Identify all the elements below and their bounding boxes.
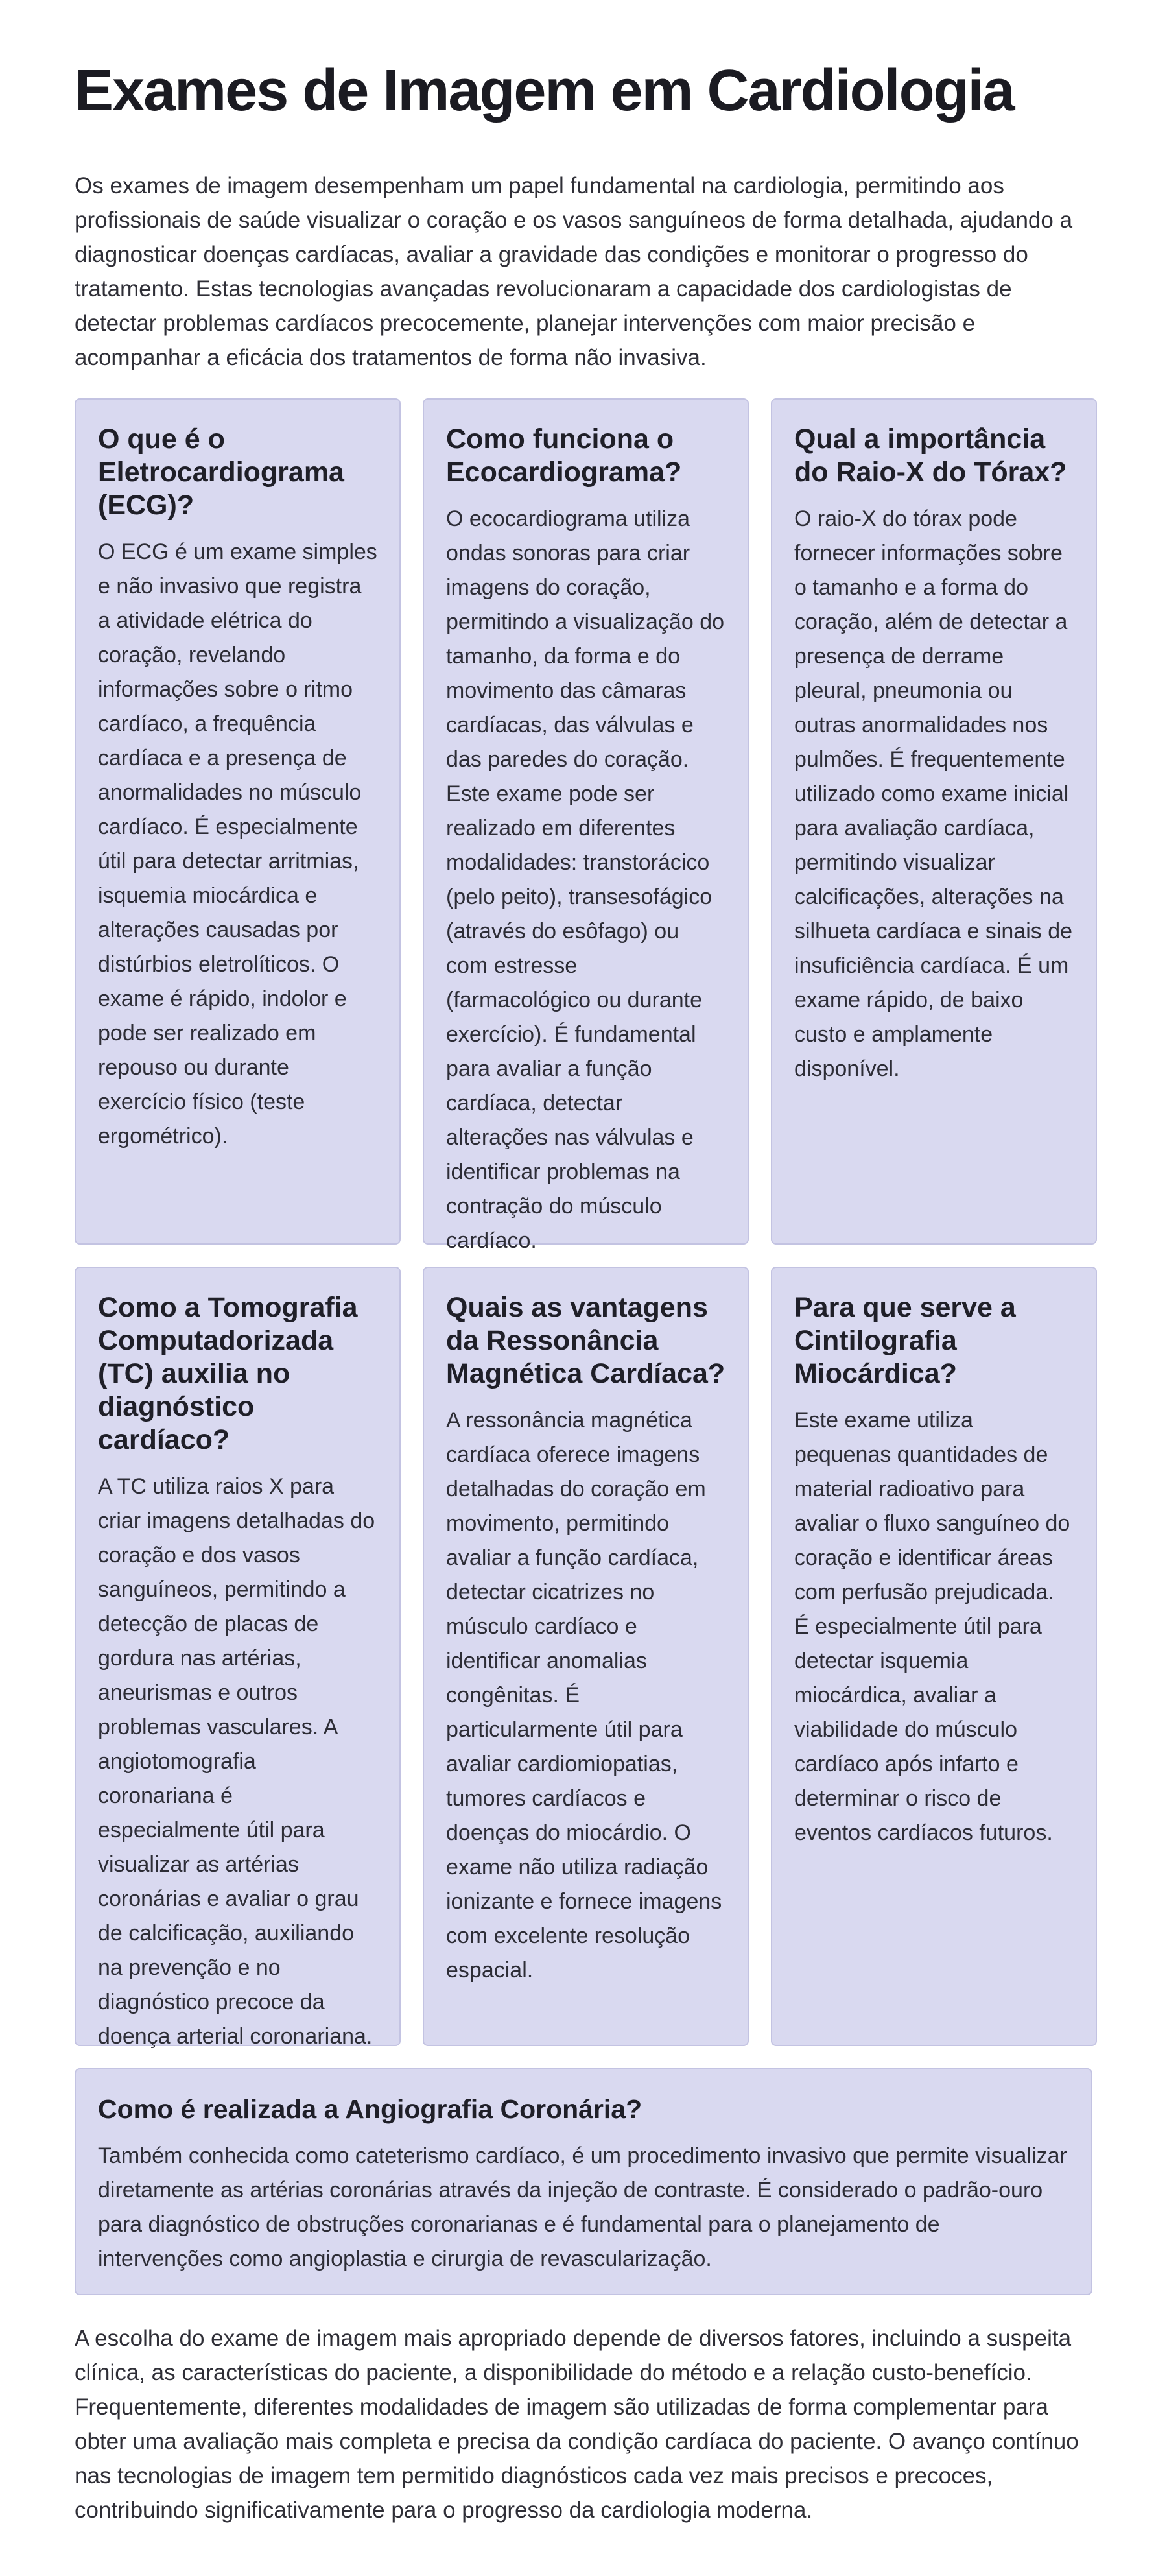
card-body: Também conhecida como cateterismo cardíaco, é um procedimento invasivo que permite visualizar diretamente as artérias coronárias através da injeção de contraste. É considerado o padrão-ouro para diagnóstico de obstruções coronarianas e é fundamental para o planejamento de intervenções como angioplastia e cirurgia de revascularização.: [98, 2143, 1067, 2271]
card-heading: Quais as vantagens da Ressonância Magnética Cardíaca?: [446, 1292, 725, 1389]
card-body: O ECG é um exame simples e não invasivo que registra a atividade elétrica do coração, revelando informações sobre o ritmo cardíaco, a frequência cardíaca e a presença de anormalidades no músculo cardíaco. É especialmente útil para detectar arritmias, isquemia miocárdica e alterações causadas por distúrbios eletrolíticos. O exame é rápido, indolor e pode ser realizado em repouso ou durante exercício físico (teste ergométrico).: [98, 540, 377, 1149]
card-angiografia: [75, 2068, 1092, 2295]
card-cintilografia: [771, 1267, 1097, 2046]
closing-paragraph: A escolha do exame de imagem mais apropriado depende de diversos fatores, incluindo a suspeita clínica, as características do paciente, a disponibilidade do método e a relação custo-benefício. Frequentemente, diferentes modalidades de imagem são utilizadas de forma complementar para obter uma avaliação mais completa e precisa da condição cardíaca do paciente. O avanço contínuo nas tecnologias de imagem tem permitido diagnósticos cada vez mais precisos e precoces, contribuindo significativamente para o progresso da cardiologia moderna.: [75, 2326, 1079, 2523]
card-body: O ecocardiograma utiliza ondas sonoras para criar imagens do coração, permitindo a visualização do tamanho, da forma e do movimento das câmaras cardíacas, das válvulas e das paredes do coração. Este exame pode ser realizado em diferentes modalidades: transtorácico (pelo peito), transesofágico (através do esôfago) ou com estresse (farmacológico ou durante exercício). É fundamental para avaliar a função cardíaca, detectar alterações nas válvulas e identificar problemas na contração do músculo cardíaco.: [446, 507, 725, 1253]
card-heading: Qual a importância do Raio-X do Tórax?: [794, 423, 1067, 488]
card-body: O raio-X do tórax pode fornecer informações sobre o tamanho e a forma do coração, além de detectar a presença de derrame pleural, pneumonia ou outras anormalidades nos pulmões. É frequentemente utilizado como exame inicial para avaliação cardíaca, permitindo visualizar calcificações, alterações na silhueta cardíaca e sinais de insuficiência cardíaca. É um exame rápido, de baixo custo e amplamente disponível.: [794, 507, 1073, 1081]
card-body: A TC utiliza raios X para criar imagens detalhadas do coração e dos vasos sanguíneos, permitindo a detecção de placas de gordura nas artérias, aneurismas e outros problemas vasculares. A angiotomografia coronariana é especialmente útil para visualizar as artérias coronárias e avaliar o grau de calcificação, auxiliando na prevenção e no diagnóstico precoce da doença arterial coronariana.: [98, 1474, 375, 2049]
intro-paragraph: Os exames de imagem desempenham um papel fundamental na cardiologia, permitindo aos profissionais de saúde visualizar o coração e os vasos sanguíneos de forma detalhada, ajudando a diagnosticar doenças cardíacas, avaliar a gravidade das condições e monitorar o progresso do tratamento. Estas tecnologias avançadas revolucionaram a capacidade dos cardiologistas de detectar problemas cardíacos precocemente, planejar intervenções com maior precisão e acompanhar a eficácia dos tratamentos de forma não invasiva.: [75, 173, 1073, 370]
card-grid: [75, 398, 1092, 2049]
card-heading: Como funciona o Ecocardiograma?: [446, 423, 682, 488]
card-tomografia: [75, 1267, 401, 2049]
card-heading: Como é realizada a Angiografia Coronária?: [98, 2094, 642, 2124]
card-heading: Como a Tomografia Computadorizada (TC) auxilia no diagnóstico cardíaco?: [98, 1292, 358, 1455]
card-heading: Para que serve a Cintilografia Miocárdica?: [794, 1292, 1016, 1389]
card-ressonancia: [423, 1267, 749, 2046]
card-body: Este exame utiliza pequenas quantidades de material radioativo para avaliar o fluxo sanguíneo do coração e identificar áreas com perfusão prejudicada. É especialmente útil para detectar isquemia miocárdica, avaliar a viabilidade do músculo cardíaco após infarto e determinar o risco de eventos cardíacos futuros.: [794, 1408, 1070, 1845]
card-ecg: [75, 398, 401, 1245]
card-raio-x: [771, 398, 1097, 1245]
card-body: A ressonância magnética cardíaca oferece imagens detalhadas do coração em movimento, permitindo avaliar a função cardíaca, detectar cicatrizes no músculo cardíaco e identificar anomalias congênitas. É particularmente útil para avaliar cardiomiopatias, tumores cardíacos e doenças do miocárdio. O exame não utiliza radiação ionizante e fornece imagens com excelente resolução espacial.: [446, 1408, 722, 1983]
card-heading: O que é o Eletrocardiograma (ECG)?: [98, 423, 344, 521]
page-title: Exames de Imagem em Cardiologia: [75, 58, 1014, 123]
card-ecocardiograma: [423, 398, 749, 1253]
